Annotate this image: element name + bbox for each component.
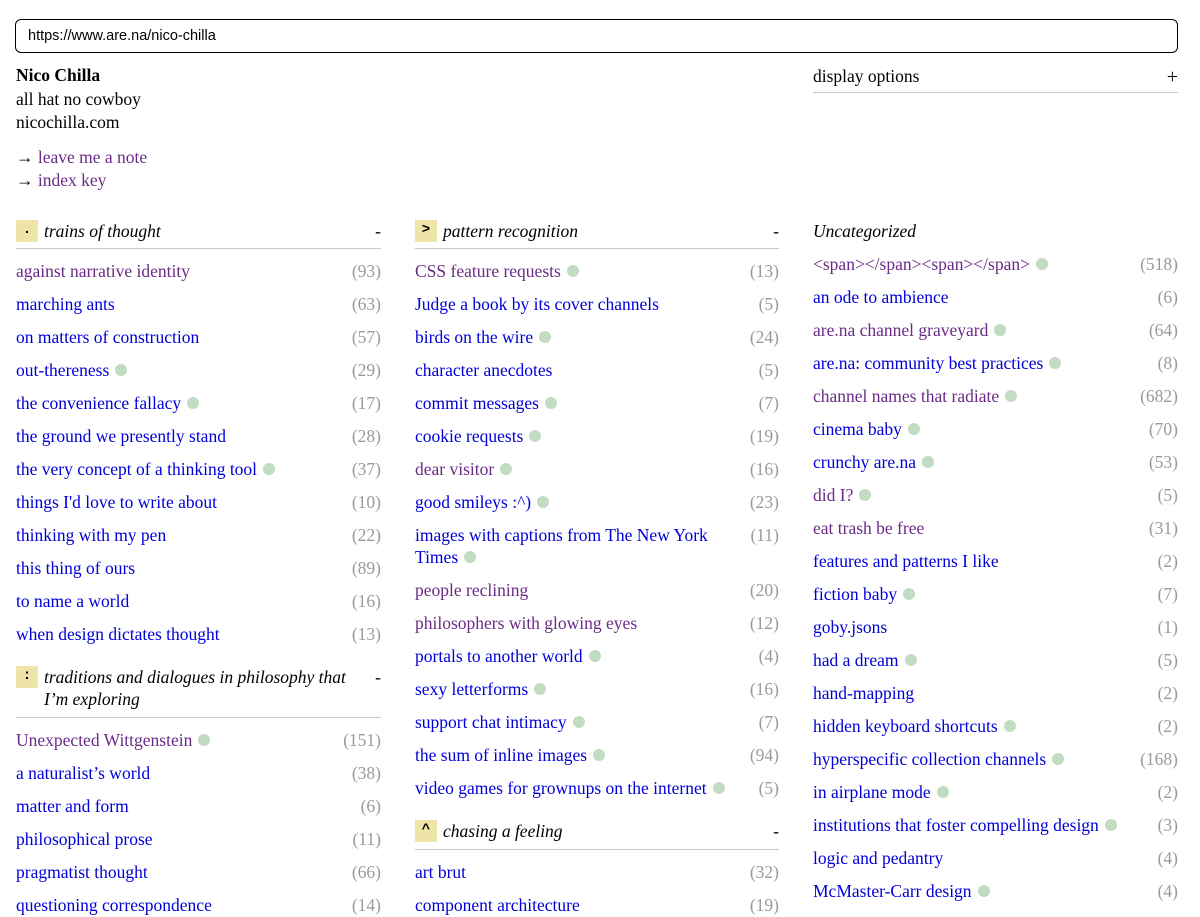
profile-section	[16, 64, 147, 193]
profile-name: Nico Chilla	[16, 65, 101, 85]
channel-link[interactable]	[813, 286, 1158, 308]
channel-link[interactable]	[813, 682, 1158, 704]
open-channel-dot-icon	[713, 782, 725, 794]
channel-row[interactable]	[813, 451, 1178, 473]
channel-title[interactable]: Judge a book by its cover channels	[415, 294, 659, 314]
channel-title[interactable]: cookie requests	[415, 426, 524, 446]
channel-row[interactable]	[16, 524, 381, 546]
channel-link[interactable]	[16, 491, 352, 513]
channel-row[interactable]	[415, 293, 779, 315]
channel-title[interactable]: <span></span><span></span>	[813, 254, 1030, 274]
collapse-toggle[interactable]: -	[375, 667, 381, 687]
channel-row[interactable]	[813, 418, 1178, 440]
open-channel-dot-icon	[115, 364, 127, 376]
channel-link[interactable]	[813, 781, 1158, 803]
block-count: (10)	[351, 492, 381, 512]
channel-title[interactable]: hyperspecific collection channels	[813, 749, 1047, 769]
channel-title[interactable]: logic and pedantry	[813, 848, 944, 868]
channel-link[interactable]	[415, 861, 750, 883]
channel-link[interactable]	[813, 649, 1158, 671]
channel-row[interactable]	[16, 623, 381, 645]
channel-link[interactable]	[415, 678, 750, 700]
group-header-pattern-recognition[interactable]	[415, 220, 779, 249]
channel-title[interactable]: philosophers with glowing eyes	[415, 613, 638, 633]
channel-title[interactable]: pragmatist thought	[16, 862, 148, 882]
channel-title[interactable]: component architecture	[415, 895, 580, 915]
channel-row[interactable]	[16, 293, 381, 315]
block-count: (168)	[1140, 749, 1178, 769]
channel-link[interactable]	[415, 524, 750, 568]
channel-row[interactable]	[16, 762, 381, 784]
open-channel-dot-icon	[573, 716, 585, 728]
channel-row[interactable]	[415, 711, 779, 733]
arrow-right-icon: →	[16, 146, 34, 167]
channel-title[interactable]: features and patterns I like	[813, 551, 999, 571]
block-count: (3)	[1157, 815, 1178, 835]
channel-row[interactable]	[16, 557, 381, 579]
block-count: (38)	[351, 763, 381, 783]
group-title: chasing a feeling	[443, 821, 563, 841]
channel-row[interactable]	[813, 814, 1178, 836]
channel-title[interactable]: matter and form	[16, 796, 129, 816]
channel-row[interactable]	[16, 828, 381, 850]
channel-row[interactable]	[16, 260, 381, 282]
channel-row[interactable]	[415, 861, 779, 883]
channel-link[interactable]	[813, 451, 1149, 473]
block-count: (7)	[758, 712, 779, 732]
open-channel-dot-icon	[908, 423, 920, 435]
open-channel-dot-icon	[589, 650, 601, 662]
block-count: (64)	[1148, 320, 1178, 340]
channel-title[interactable]: channel names that radiate	[813, 386, 1000, 406]
block-count: (16)	[351, 591, 381, 611]
open-channel-dot-icon	[593, 749, 605, 761]
block-count: (5)	[758, 360, 779, 380]
block-count: (2)	[1157, 782, 1178, 802]
open-channel-dot-icon	[903, 588, 915, 600]
block-count: (1)	[1157, 617, 1178, 637]
channel-title[interactable]: goby.jsons	[813, 617, 888, 637]
channel-title[interactable]: eat trash be free	[813, 518, 925, 538]
channel-title[interactable]: the very concept of a thinking tool	[16, 459, 258, 479]
channel-row[interactable]	[415, 612, 779, 634]
open-channel-dot-icon	[464, 551, 476, 563]
channel-row[interactable]	[16, 326, 381, 348]
block-count: (13)	[351, 624, 381, 644]
block-count: (66)	[351, 862, 381, 882]
channel-link[interactable]	[813, 352, 1158, 374]
block-count: (7)	[758, 393, 779, 413]
open-channel-dot-icon	[1105, 819, 1117, 831]
channel-link[interactable]	[16, 260, 352, 282]
open-channel-dot-icon	[1004, 720, 1016, 732]
block-count: (8)	[1157, 353, 1178, 373]
block-count: (20)	[749, 580, 779, 600]
channel-row[interactable]	[16, 359, 381, 381]
block-count: (57)	[351, 327, 381, 347]
channel-link[interactable]	[415, 612, 750, 634]
channel-link[interactable]	[813, 253, 1140, 275]
channel-link[interactable]	[415, 777, 759, 799]
group-header-chasing-a-feeling[interactable]	[415, 820, 779, 850]
group-title: pattern recognition	[443, 221, 578, 241]
channel-link[interactable]	[16, 861, 352, 883]
channel-title[interactable]: institutions that foster compelling design	[813, 815, 1099, 835]
channel-title[interactable]: the sum of inline images	[415, 745, 588, 765]
channel-row[interactable]	[415, 744, 779, 766]
channel-link[interactable]	[813, 583, 1158, 605]
channel-row[interactable]	[415, 894, 779, 916]
channel-row[interactable]	[415, 458, 779, 480]
group-header-uncategorized	[813, 220, 1178, 244]
open-channel-dot-icon	[545, 397, 557, 409]
block-count: (22)	[351, 525, 381, 545]
channel-row[interactable]	[415, 777, 779, 799]
channel-row[interactable]	[415, 678, 779, 700]
channel-link[interactable]	[16, 326, 352, 348]
group-header-traditions[interactable]	[16, 666, 381, 718]
channel-row[interactable]	[415, 425, 779, 447]
channel-link[interactable]	[813, 616, 1158, 638]
open-channel-dot-icon	[859, 489, 871, 501]
index-key-link[interactable]: index key	[37, 170, 107, 190]
block-count: (32)	[749, 862, 779, 882]
channel-title[interactable]: support chat intimacy	[415, 712, 567, 732]
block-count: (28)	[351, 426, 381, 446]
channel-link[interactable]	[16, 425, 352, 447]
group-badge: >	[415, 220, 437, 242]
channel-link[interactable]	[415, 744, 750, 766]
arrow-right-icon: →	[16, 170, 34, 190]
channel-link[interactable]	[813, 715, 1158, 737]
block-count: (11)	[352, 829, 381, 849]
channel-link[interactable]	[813, 418, 1149, 440]
block-count: (2)	[1157, 716, 1178, 736]
channel-row[interactable]	[16, 425, 381, 447]
channel-row[interactable]	[813, 385, 1178, 407]
channel-link[interactable]	[415, 425, 750, 447]
channel-row[interactable]	[813, 352, 1178, 374]
channel-link[interactable]	[415, 293, 759, 315]
block-count: (6)	[1157, 287, 1178, 307]
channel-row[interactable]	[16, 491, 381, 513]
channel-title[interactable]: questioning correspondence	[16, 895, 212, 915]
open-channel-dot-icon	[198, 734, 210, 746]
block-count: (16)	[749, 459, 779, 479]
channel-title[interactable]: character anecdotes	[415, 360, 553, 380]
channel-row[interactable]	[16, 894, 381, 916]
collapse-toggle[interactable]: -	[375, 221, 381, 241]
open-channel-dot-icon	[937, 786, 949, 798]
channel-row[interactable]	[813, 550, 1178, 572]
block-count: (5)	[1157, 650, 1178, 670]
channel-link[interactable]	[16, 762, 352, 784]
channel-title[interactable]: the ground we presently stand	[16, 426, 226, 446]
block-count: (53)	[1148, 452, 1178, 472]
open-channel-dot-icon	[1036, 258, 1048, 270]
channel-row[interactable]	[813, 748, 1178, 770]
channel-title[interactable]: hand-mapping	[813, 683, 915, 703]
block-count: (24)	[749, 327, 779, 347]
channel-title[interactable]: on matters of construction	[16, 327, 200, 347]
channel-row[interactable]	[415, 260, 779, 282]
channel-link[interactable]	[415, 491, 750, 513]
block-count: (89)	[351, 558, 381, 578]
group-badge: .	[16, 220, 38, 242]
channel-title[interactable]: commit messages	[415, 393, 539, 413]
block-count: (12)	[749, 613, 779, 633]
channel-title[interactable]: are.na channel graveyard	[813, 320, 989, 340]
channel-title[interactable]: good smileys :^)	[415, 492, 532, 512]
block-count: (6)	[360, 796, 381, 816]
channel-link[interactable]	[813, 847, 1158, 869]
channel-link[interactable]	[16, 392, 352, 414]
channel-title[interactable]: did I?	[813, 485, 854, 505]
open-channel-dot-icon	[534, 683, 546, 695]
channel-link[interactable]	[415, 458, 750, 480]
channel-link[interactable]	[415, 711, 759, 733]
channel-row[interactable]	[415, 491, 779, 513]
channel-title[interactable]: in airplane mode	[813, 782, 931, 802]
channel-link[interactable]	[813, 385, 1140, 407]
channel-title[interactable]: cinema baby	[813, 419, 902, 439]
collapse-toggle[interactable]: -	[773, 821, 779, 841]
channel-link[interactable]	[415, 579, 750, 601]
channel-row[interactable]	[813, 517, 1178, 539]
block-count: (16)	[749, 679, 779, 699]
channel-title[interactable]: thinking with my pen	[16, 525, 167, 545]
display-options-label: display options	[813, 66, 920, 86]
channel-row[interactable]	[415, 579, 779, 601]
channel-title[interactable]: McMaster-Carr design	[813, 881, 972, 901]
channel-row[interactable]	[16, 729, 381, 751]
channel-link[interactable]	[16, 293, 352, 315]
channel-link[interactable]	[813, 748, 1140, 770]
group-title: Uncategorized	[813, 221, 917, 241]
block-count: (23)	[749, 492, 779, 512]
block-count: (63)	[351, 294, 381, 314]
channel-row[interactable]	[415, 524, 779, 568]
group-badge: :	[16, 666, 38, 688]
open-channel-dot-icon	[1052, 753, 1064, 765]
channel-link[interactable]	[415, 645, 759, 667]
open-channel-dot-icon	[537, 496, 549, 508]
block-count: (17)	[351, 393, 381, 413]
channel-title[interactable]: CSS feature requests	[415, 261, 561, 281]
channel-title[interactable]: art brut	[415, 862, 467, 882]
channel-title[interactable]: Unexpected Wittgenstein	[16, 730, 193, 750]
block-count: (2)	[1157, 551, 1178, 571]
block-count: (31)	[1148, 518, 1178, 538]
channel-title[interactable]: dear visitor	[415, 459, 495, 479]
channel-row[interactable]	[16, 795, 381, 817]
channel-link[interactable]	[16, 894, 352, 916]
block-count: (11)	[750, 525, 779, 545]
channel-row[interactable]	[813, 253, 1178, 275]
open-channel-dot-icon	[263, 463, 275, 475]
channel-title[interactable]: sexy letterforms	[415, 679, 529, 699]
channel-link[interactable]	[415, 326, 750, 348]
channel-row[interactable]	[813, 880, 1178, 902]
channel-title[interactable]: when design dictates thought	[16, 624, 220, 644]
channel-row[interactable]	[415, 392, 779, 414]
channel-row[interactable]	[813, 319, 1178, 341]
channel-link[interactable]	[16, 795, 361, 817]
channel-row[interactable]	[415, 326, 779, 348]
channel-title[interactable]: portals to another world	[415, 646, 583, 666]
channel-link[interactable]	[16, 623, 352, 645]
open-channel-dot-icon	[922, 456, 934, 468]
block-count: (4)	[1157, 848, 1178, 868]
block-count: (151)	[343, 730, 381, 750]
channel-title[interactable]: fiction baby	[813, 584, 898, 604]
channel-title[interactable]: to name a world	[16, 591, 130, 611]
channel-row[interactable]	[415, 645, 779, 667]
channel-link[interactable]	[415, 894, 750, 916]
open-channel-dot-icon	[500, 463, 512, 475]
channel-title[interactable]: philosophical prose	[16, 829, 153, 849]
leave-note-row	[16, 146, 147, 170]
block-count: (19)	[749, 426, 779, 446]
channel-link[interactable]	[16, 557, 352, 579]
block-count: (2)	[1157, 683, 1178, 703]
channel-title[interactable]: images with captions from The New York Times	[415, 525, 708, 567]
block-count: (13)	[749, 261, 779, 281]
url-bar[interactable]	[15, 19, 1178, 53]
group-title: traditions and dialogues in philosophy that I’m exploring	[44, 667, 346, 709]
open-channel-dot-icon	[905, 654, 917, 666]
channel-row[interactable]	[415, 359, 779, 381]
channel-title[interactable]: out-thereness	[16, 360, 110, 380]
channel-row[interactable]	[813, 781, 1178, 803]
block-count: (14)	[351, 895, 381, 915]
group-title: trains of thought	[44, 221, 161, 241]
channel-link[interactable]	[16, 729, 343, 751]
channel-title[interactable]: the convenience fallacy	[16, 393, 182, 413]
channel-row[interactable]	[16, 861, 381, 883]
channel-link[interactable]	[16, 828, 352, 850]
channel-link[interactable]	[415, 359, 759, 381]
block-count: (19)	[749, 895, 779, 915]
group-badge: ^	[415, 820, 437, 842]
channel-link[interactable]	[813, 814, 1158, 836]
url-text: https://www.are.na/nico-chilla	[28, 28, 216, 44]
collapse-toggle[interactable]: -	[773, 221, 779, 241]
block-count: (29)	[351, 360, 381, 380]
block-count: (94)	[749, 745, 779, 765]
channel-title[interactable]: video games for grownups on the internet	[415, 778, 707, 798]
group-header-trains-of-thought[interactable]	[16, 220, 381, 249]
block-count: (5)	[758, 778, 779, 798]
channel-title[interactable]: this thing of ours	[16, 558, 136, 578]
channel-row[interactable]	[813, 682, 1178, 704]
channel-title[interactable]: marching ants	[16, 294, 115, 314]
channel-title[interactable]: birds on the wire	[415, 327, 534, 347]
block-count: (682)	[1140, 386, 1178, 406]
channel-row[interactable]	[16, 590, 381, 612]
channel-link[interactable]	[16, 458, 352, 480]
channel-row[interactable]	[16, 458, 381, 480]
channel-title[interactable]: hidden keyboard shortcuts	[813, 716, 998, 736]
block-count: (4)	[758, 646, 779, 666]
block-count: (5)	[758, 294, 779, 314]
open-channel-dot-icon	[1005, 390, 1017, 402]
block-count: (7)	[1157, 584, 1178, 604]
channel-title[interactable]: a naturalist’s world	[16, 763, 151, 783]
plus-icon[interactable]: +	[1166, 66, 1178, 88]
block-count: (93)	[351, 261, 381, 281]
channel-link[interactable]	[813, 517, 1149, 539]
profile-website[interactable]: nicochilla.com	[16, 112, 120, 132]
channel-row[interactable]	[813, 715, 1178, 737]
channel-row[interactable]	[813, 583, 1178, 605]
index-key-row	[16, 169, 147, 193]
leave-note-link[interactable]: leave me a note	[37, 146, 148, 167]
channel-link[interactable]	[813, 550, 1158, 572]
channel-row[interactable]	[813, 286, 1178, 308]
channel-link[interactable]	[813, 319, 1149, 341]
profile-bio: all hat no cowboy	[16, 88, 141, 109]
channel-link[interactable]	[16, 590, 352, 612]
open-channel-dot-icon	[567, 265, 579, 277]
block-count: (518)	[1140, 254, 1178, 274]
channel-row[interactable]	[16, 392, 381, 414]
channel-title[interactable]: things I'd love to write about	[16, 492, 217, 512]
display-options-toggle[interactable]	[813, 64, 1178, 93]
open-channel-dot-icon	[529, 430, 541, 442]
block-count: (37)	[351, 459, 381, 479]
open-channel-dot-icon	[539, 331, 551, 343]
block-count: (5)	[1157, 485, 1178, 505]
channel-link[interactable]	[415, 392, 759, 414]
channel-title[interactable]: crunchy are.na	[813, 452, 916, 472]
channel-title[interactable]: against narrative identity	[16, 261, 190, 281]
channel-row[interactable]	[813, 616, 1178, 638]
channel-link[interactable]	[813, 880, 1158, 902]
open-channel-dot-icon	[1049, 357, 1061, 369]
open-channel-dot-icon	[187, 397, 199, 409]
channel-row[interactable]	[813, 484, 1178, 506]
block-count: (70)	[1148, 419, 1178, 439]
block-count: (4)	[1157, 881, 1178, 901]
channel-title[interactable]: had a dream	[813, 650, 899, 670]
channel-row[interactable]	[813, 847, 1178, 869]
channel-title[interactable]: an ode to ambience	[813, 287, 949, 307]
channel-link[interactable]	[16, 524, 352, 546]
channel-title[interactable]: are.na: community best practices	[813, 353, 1044, 373]
channel-title[interactable]: people reclining	[415, 580, 529, 600]
channel-link[interactable]	[813, 484, 1158, 506]
channel-row[interactable]	[813, 649, 1178, 671]
channel-link[interactable]	[16, 359, 352, 381]
channel-link[interactable]	[415, 260, 750, 282]
open-channel-dot-icon	[978, 885, 990, 897]
open-channel-dot-icon	[994, 324, 1006, 336]
